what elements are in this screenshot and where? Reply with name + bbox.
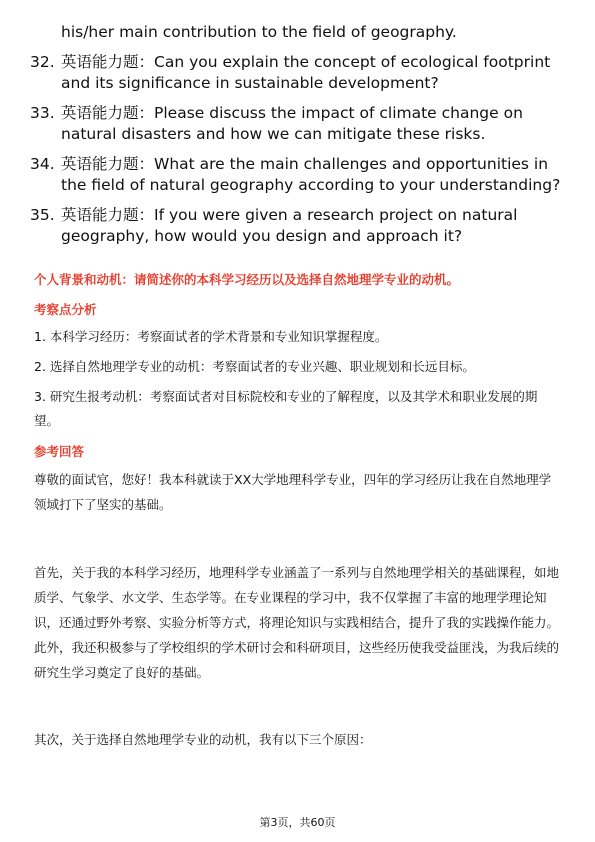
answer-heading: 参考回答: [34, 444, 85, 459]
question-number: 34.: [30, 155, 55, 173]
question-text: 英语能力题：Can you explain the concept of ecological footprint and its significance in sustainable development?: [61, 53, 551, 92]
analysis-point: 3. 研究生报考动机：考察面试者对目标院校和专业的了解程度，以及其学术和职业发展的期望。: [34, 389, 538, 428]
answer-paragraph: 首先，关于我的本科学习经历，地理科学专业涵盖了一系列与自然地理学相关的基础课程，如地质学、气象学、水文学、生态学等。在专业课程的学习中，我不仅掌握了丰富的地理学理论知识，还通过野外考察、实验分析等方式，将理论知识与实践相结合，提升了我的实践操作能力。此外，我还积极参与了学校组织的学术研讨会和科研项目，这些经历使我受益匪浅，为我后续的研究生学习奠定了良好的基础。: [34, 565, 560, 680]
question-text: 英语能力题：If you were given a research project on natural geography, how would you design and approach it?: [61, 206, 518, 245]
question-number: 33.: [30, 104, 55, 122]
question-item-32: [30, 52, 570, 94]
question-item-continued: [30, 22, 570, 43]
page-footer: 第3页，共60页: [259, 816, 336, 829]
question-item-35: [30, 205, 570, 247]
answer-paragraph: 其次，关于选择自然地理学专业的动机，我有以下三个原因：: [34, 732, 372, 747]
section-title: 个人背景和动机：请简述你的本科学习经历以及选择自然地理学专业的动机。: [34, 272, 460, 287]
question-item-34: [30, 154, 570, 196]
answer-block: [34, 443, 562, 752]
question-text: 英语能力题：Please discuss the impact of climate change on natural disasters and how we can mitigate these risks.: [61, 104, 523, 143]
question-text: 英语能力题：What are the main challenges and opportunities in the field of natural geography according to your understanding?: [61, 155, 561, 194]
question-item-33: [30, 103, 570, 145]
analysis-heading: 考察点分析: [34, 302, 97, 317]
question-number: 35.: [30, 206, 55, 224]
analysis-point: 1. 本科学习经历：考察面试者的学术背景和专业知识掌握程度。: [34, 329, 388, 344]
section-title-block: [34, 271, 562, 289]
question-list: [30, 22, 570, 256]
analysis-block: [34, 301, 562, 433]
analysis-point: 2. 选择自然地理学专业的动机：考察面试者的专业兴趣、职业规划和长远目标。: [34, 359, 475, 374]
answer-paragraph: 尊敬的面试官，您好！我本科就读于XX大学地理科学专业，四年的学习经历让我在自然地理学领域打下了坚实的基础。: [34, 472, 552, 512]
question-number: 32.: [30, 53, 55, 71]
question-text: his/her main contribution to the field of geography.: [61, 23, 457, 41]
